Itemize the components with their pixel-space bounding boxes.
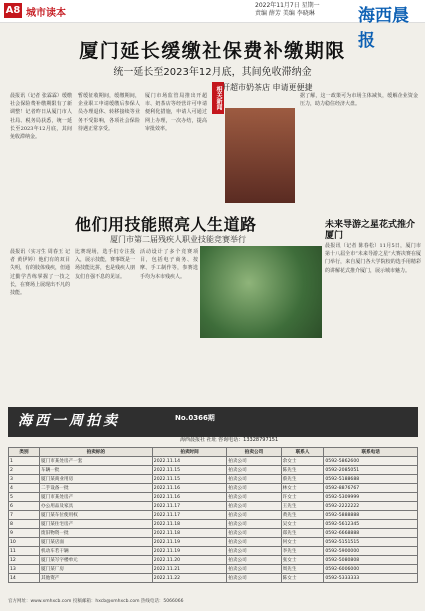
auction-cell: 12: [9, 556, 40, 565]
auction-cell: 林女士: [281, 484, 324, 493]
auction-cell: 黄先生: [281, 511, 324, 520]
auction-cell: 2022.11.19: [152, 547, 227, 556]
auction-cell: 7: [9, 511, 40, 520]
auction-cell: 2022.11.15: [152, 466, 227, 475]
auction-cell: 厦门市某处房产: [40, 493, 153, 502]
auction-cell: 6: [9, 502, 40, 511]
auction-header-cell: 拍卖标的: [40, 448, 153, 457]
header-date: 2022年11月7日 星期一 责编 薛芳 美编 李晓琳: [255, 2, 320, 17]
auction-cell: 拍卖公司: [227, 538, 281, 547]
table-row: [9, 475, 418, 484]
auction-cell: 1: [9, 457, 40, 466]
auction-title: 海西一周拍卖: [18, 413, 120, 429]
auction-cell: 何女士: [281, 538, 324, 547]
auction-cell: 厦门某店面: [40, 538, 153, 547]
auction-cell: 蔡先生: [281, 475, 324, 484]
auction-cell: 拍卖公司: [227, 574, 281, 583]
footer-info: 官方网址：www.xmhxcb.com 投稿邮箱：hxcb@xmhxcb.com 热线电话：5066066: [8, 599, 184, 604]
auction-cell: 张女士: [281, 556, 324, 565]
news-photo-1: [225, 108, 295, 203]
article2-col2: 比赛现场，选手们专注投入，展示技能，赛事既是一场技能比拼，也是残疾人朋友们自强不息的见证。: [75, 249, 136, 280]
table-row: [9, 466, 418, 475]
auction-cell: 2022.11.14: [152, 457, 227, 466]
table-row: [9, 457, 418, 466]
related-news-tag: 相关新闻: [212, 82, 224, 114]
auction-cell: 陈先生: [281, 466, 324, 475]
auction-cell: 拍卖公司: [227, 502, 281, 511]
second-headline: 他们用技能照亮人生道路: [75, 215, 257, 234]
auction-cell: 厦门某车位使用权: [40, 511, 153, 520]
auction-cell: 许女士: [281, 493, 324, 502]
auction-cell: 2022.11.16: [152, 493, 227, 502]
auction-cell: 二手设备一批: [40, 484, 153, 493]
table-row: [9, 484, 418, 493]
auction-cell: 厦门某厂房: [40, 565, 153, 574]
auction-cell: 0592-5188688: [324, 475, 418, 484]
auction-cell: 2: [9, 466, 40, 475]
auction-header-cell: 联系人: [281, 448, 324, 457]
auction-cell: 2022.11.22: [152, 574, 227, 583]
auction-cell: 拍卖公司: [227, 493, 281, 502]
auction-cell: 9: [9, 529, 40, 538]
auction-cell: 余女士: [281, 457, 324, 466]
auction-cell: 0592-2222222: [324, 502, 418, 511]
auction-cell: 拍卖公司: [227, 556, 281, 565]
table-row: [9, 520, 418, 529]
article1-col3: 厦门市场监管局推出开超市、奶茶店等经营许可申请便利化措施，申请人可通过网上办理，一次办结，提高审批效率。: [145, 93, 207, 132]
auction-cell: 0592-5151515: [324, 538, 418, 547]
auction-cell: 厦门市某处房产一套: [40, 457, 153, 466]
article2-col3: 活动设计了多个竞赛项目，包括电子商务、按摩、手工制作等，参赛选手均为本市残疾人。: [140, 249, 198, 280]
table-row: [9, 502, 418, 511]
auction-header-cell: 拍卖时间: [152, 448, 227, 457]
auction-cell: 拍卖公司: [227, 484, 281, 493]
table-row: [9, 538, 418, 547]
auction-cell: 拍卖公司: [227, 547, 281, 556]
sidebar-body: 晨报讯（记者 陈春松）11月5日，厦门市第十八届全市“未来导游之星”大赛决赛在厦门举行，来自厦门各大学院校的选手用精彩的讲解花式推介厦门，展示城市魅力。: [325, 243, 421, 274]
main-subheadline: 统一延长至2023年12月底，其间免收滞纳金: [113, 67, 312, 78]
table-row: [9, 511, 418, 520]
article1-col4: 据了解，这一政策可为市场主体减负，缓解企业资金压力，助力稳住经济大盘。: [300, 93, 418, 108]
auction-cell: 0592-5080808: [324, 556, 418, 565]
auction-cell: 0592-6668888: [324, 529, 418, 538]
auction-cell: 车辆一批: [40, 466, 153, 475]
auction-cell: 13: [9, 565, 40, 574]
table-row: [9, 529, 418, 538]
auction-cell: 0592-6006000: [324, 565, 418, 574]
auction-header-cell: 联系电话: [324, 448, 418, 457]
auction-header-cell: 拍卖公司: [227, 448, 281, 457]
auction-cell: 李先生: [281, 547, 324, 556]
auction-cell: 办公用品及家具: [40, 502, 153, 511]
auction-cell: 拍卖公司: [227, 466, 281, 475]
auction-cell: 5: [9, 493, 40, 502]
auction-cell: 拍卖公司: [227, 520, 281, 529]
auction-cell: 3: [9, 475, 40, 484]
auction-cell: 废旧物资一批: [40, 529, 153, 538]
related-subhead: 开超市奶茶店 申请更便捷: [222, 83, 313, 92]
page-number: A8: [5, 5, 21, 16]
auction-table: [8, 447, 418, 583]
auction-cell: 2022.11.17: [152, 511, 227, 520]
auction-cell: 吴女士: [281, 520, 324, 529]
auction-cell: 0592-5333333: [324, 574, 418, 583]
auction-cell: 拍卖公司: [227, 565, 281, 574]
auction-cell: 0592-2085051: [324, 466, 418, 475]
auction-cell: 0592-8876767: [324, 484, 418, 493]
auction-header-cell: 类别: [9, 448, 40, 457]
second-subheadline: 厦门市第二届残疾人职业技能竞赛举行: [110, 235, 246, 244]
sidebar-title: 未来导游之星花式推介厦门: [325, 220, 416, 241]
auction-cell: 厦门某写字楼单元: [40, 556, 153, 565]
auction-cell: 拍卖公司: [227, 511, 281, 520]
auction-cell: 2022.11.19: [152, 538, 227, 547]
section-title: 城市读本: [26, 8, 66, 19]
auction-cell: 14: [9, 574, 40, 583]
table-row: [9, 547, 418, 556]
auction-cell: 0592-5309999: [324, 493, 418, 502]
news-photo-2: [200, 246, 322, 338]
auction-cell: 厦门某商业用房: [40, 475, 153, 484]
article1-col2: 暂缓征收期间，缓缴期间，企业职工申请缓缴后参保人员办理退休、转移接续等业务不受影响，各项社会保险待遇正常享受。: [78, 93, 140, 132]
auction-cell: 周先生: [281, 565, 324, 574]
auction-cell: 机动车若干辆: [40, 547, 153, 556]
auction-cell: 4: [9, 484, 40, 493]
table-row: [9, 493, 418, 502]
auction-cell: 2022.11.15: [152, 475, 227, 484]
auction-issue: No.0366期: [175, 414, 215, 422]
sidebar-story: [325, 220, 421, 275]
auction-cell: 2022.11.20: [152, 556, 227, 565]
auction-cell: 拍卖公司: [227, 457, 281, 466]
auction-contact: 海西晨报社 社址 咨询电话：13328797151: [180, 437, 279, 443]
auction-cell: 11: [9, 547, 40, 556]
auction-cell: 2022.11.17: [152, 502, 227, 511]
article1-col1: 晨报讯（记者 张霖霖）缓缴社会保险费补缴期限有了新调整！记者昨日从厦门市人社局、税务局获悉，统一延长至2023年12月底，其间免收滞纳金。: [10, 93, 72, 141]
auction-cell: 王先生: [281, 502, 324, 511]
auction-cell: 拍卖公司: [227, 475, 281, 484]
auction-cell: 2022.11.18: [152, 520, 227, 529]
auction-cell: 拍卖公司: [227, 529, 281, 538]
main-headline: 厦门延长缓缴社保费补缴期限: [79, 40, 346, 62]
auction-cell: 2022.11.18: [152, 529, 227, 538]
auction-cell: 陈女士: [281, 574, 324, 583]
auction-cell: 10: [9, 538, 40, 547]
paper-logo: 海西晨报: [358, 6, 409, 51]
table-row: [9, 565, 418, 574]
auction-cell: 0592-5612345: [324, 520, 418, 529]
auction-cell: 2022.11.21: [152, 565, 227, 574]
auction-cell: 0592-5900000: [324, 547, 418, 556]
auction-cell: 8: [9, 520, 40, 529]
article2-col1: 晨报讯（实习生 周春玉 记者 黄伊婷）他们有的双目失明，有的肢体残疾，但通过勤学苦练掌握了一技之长，在赛场上展现出不凡的技能。: [10, 249, 71, 297]
table-row: [9, 574, 418, 583]
table-row: [9, 556, 418, 565]
auction-cell: 其他资产: [40, 574, 153, 583]
auction-cell: 郑先生: [281, 529, 324, 538]
auction-cell: 2022.11.16: [152, 484, 227, 493]
auction-cell: 厦门某住宅房产: [40, 520, 153, 529]
auction-cell: 0592-5888888: [324, 511, 418, 520]
auction-cell: 0592-5862600: [324, 457, 418, 466]
